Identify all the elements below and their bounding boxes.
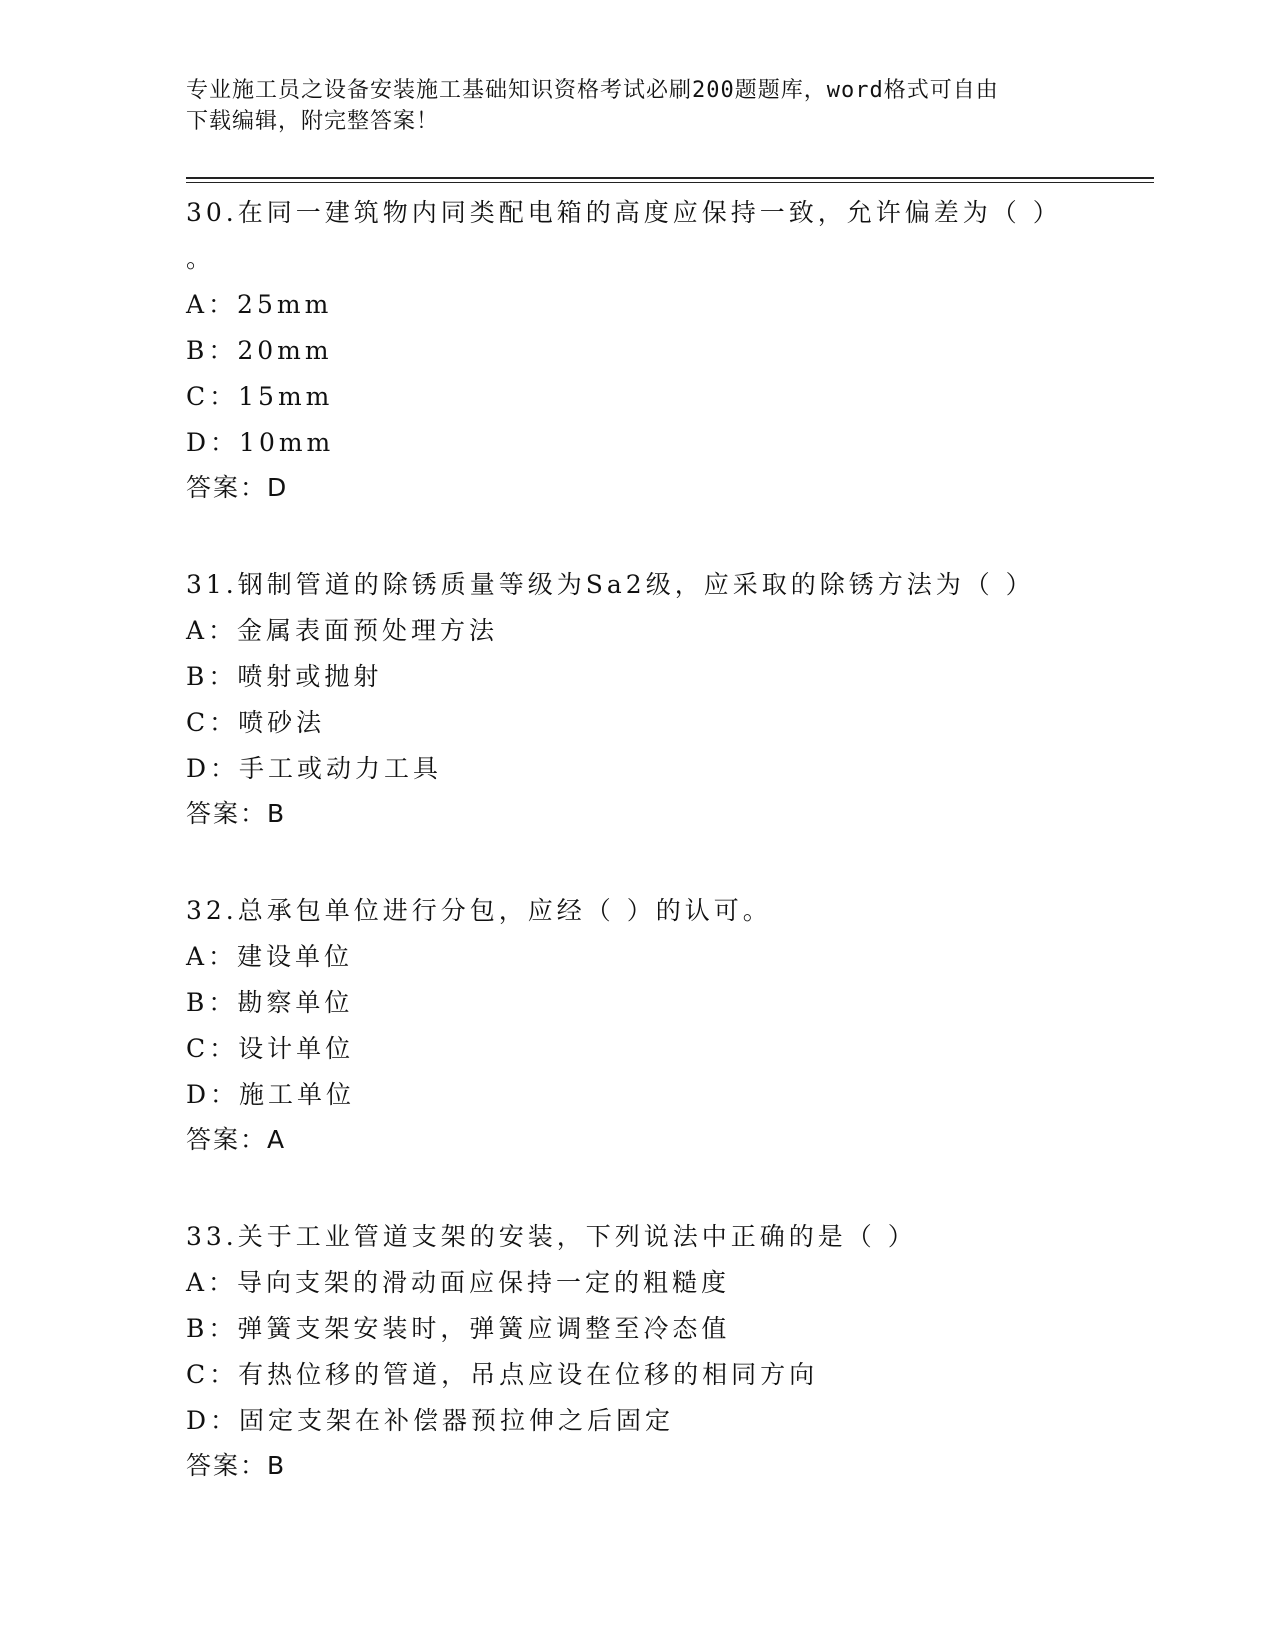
option-b: B：勘察单位 [186, 988, 354, 1017]
option-a: A：建设单位 [186, 942, 354, 971]
header-divider-bottom [186, 182, 1154, 183]
answer: 答案：A [186, 1125, 287, 1154]
header-line-2: 下载编辑，附完整答案！ [186, 109, 440, 134]
question-31 [186, 562, 1146, 836]
option-d: D：10mm [186, 428, 335, 457]
question-text: 32.总承包单位进行分包，应经（ ）的认可。 [186, 896, 772, 925]
option-c: C：喷砂法 [186, 708, 326, 737]
question-text: 33.关于工业管道支架的安装，下列说法中正确的是（ ） [186, 1222, 917, 1251]
option-b: B：弹簧支架安装时，弹簧应调整至冷态值 [186, 1314, 731, 1343]
option-d: D：手工或动力工具 [186, 754, 443, 783]
document-header [186, 75, 1066, 137]
option-a: A：导向支架的滑动面应保持一定的粗糙度 [186, 1268, 731, 1297]
option-c: C：15mm [186, 382, 334, 411]
option-c: C：有热位移的管道，吊点应设在位移的相同方向 [186, 1360, 819, 1389]
option-c: C：设计单位 [186, 1034, 355, 1063]
question-text: 30.在同一建筑物内同类配电箱的高度应保持一致，允许偏差为（ ） 。 [186, 198, 1062, 273]
option-d: D：施工单位 [186, 1080, 356, 1109]
question-text: 31.钢制管道的除锈质量等级为Sa2级，应采取的除锈方法为（ ） [186, 570, 1035, 599]
question-32 [186, 888, 1146, 1162]
header-line-1: 专业施工员之设备安装施工基础知识资格考试必刷200题题库，word格式可自由 [186, 78, 999, 103]
answer: 答案：D [186, 473, 289, 502]
option-b: B：喷射或抛射 [186, 662, 383, 691]
question-30 [186, 190, 1146, 510]
option-a: A：25mm [186, 290, 333, 319]
answer: 答案：B [186, 799, 287, 828]
question-33 [186, 1214, 1146, 1488]
option-d: D：固定支架在补偿器预拉伸之后固定 [186, 1406, 675, 1435]
header-divider-top [186, 177, 1154, 179]
answer: 答案：B [186, 1451, 287, 1480]
question-list [186, 190, 1146, 1540]
option-a: A：金属表面预处理方法 [186, 616, 499, 645]
option-b: B：20mm [186, 336, 333, 365]
